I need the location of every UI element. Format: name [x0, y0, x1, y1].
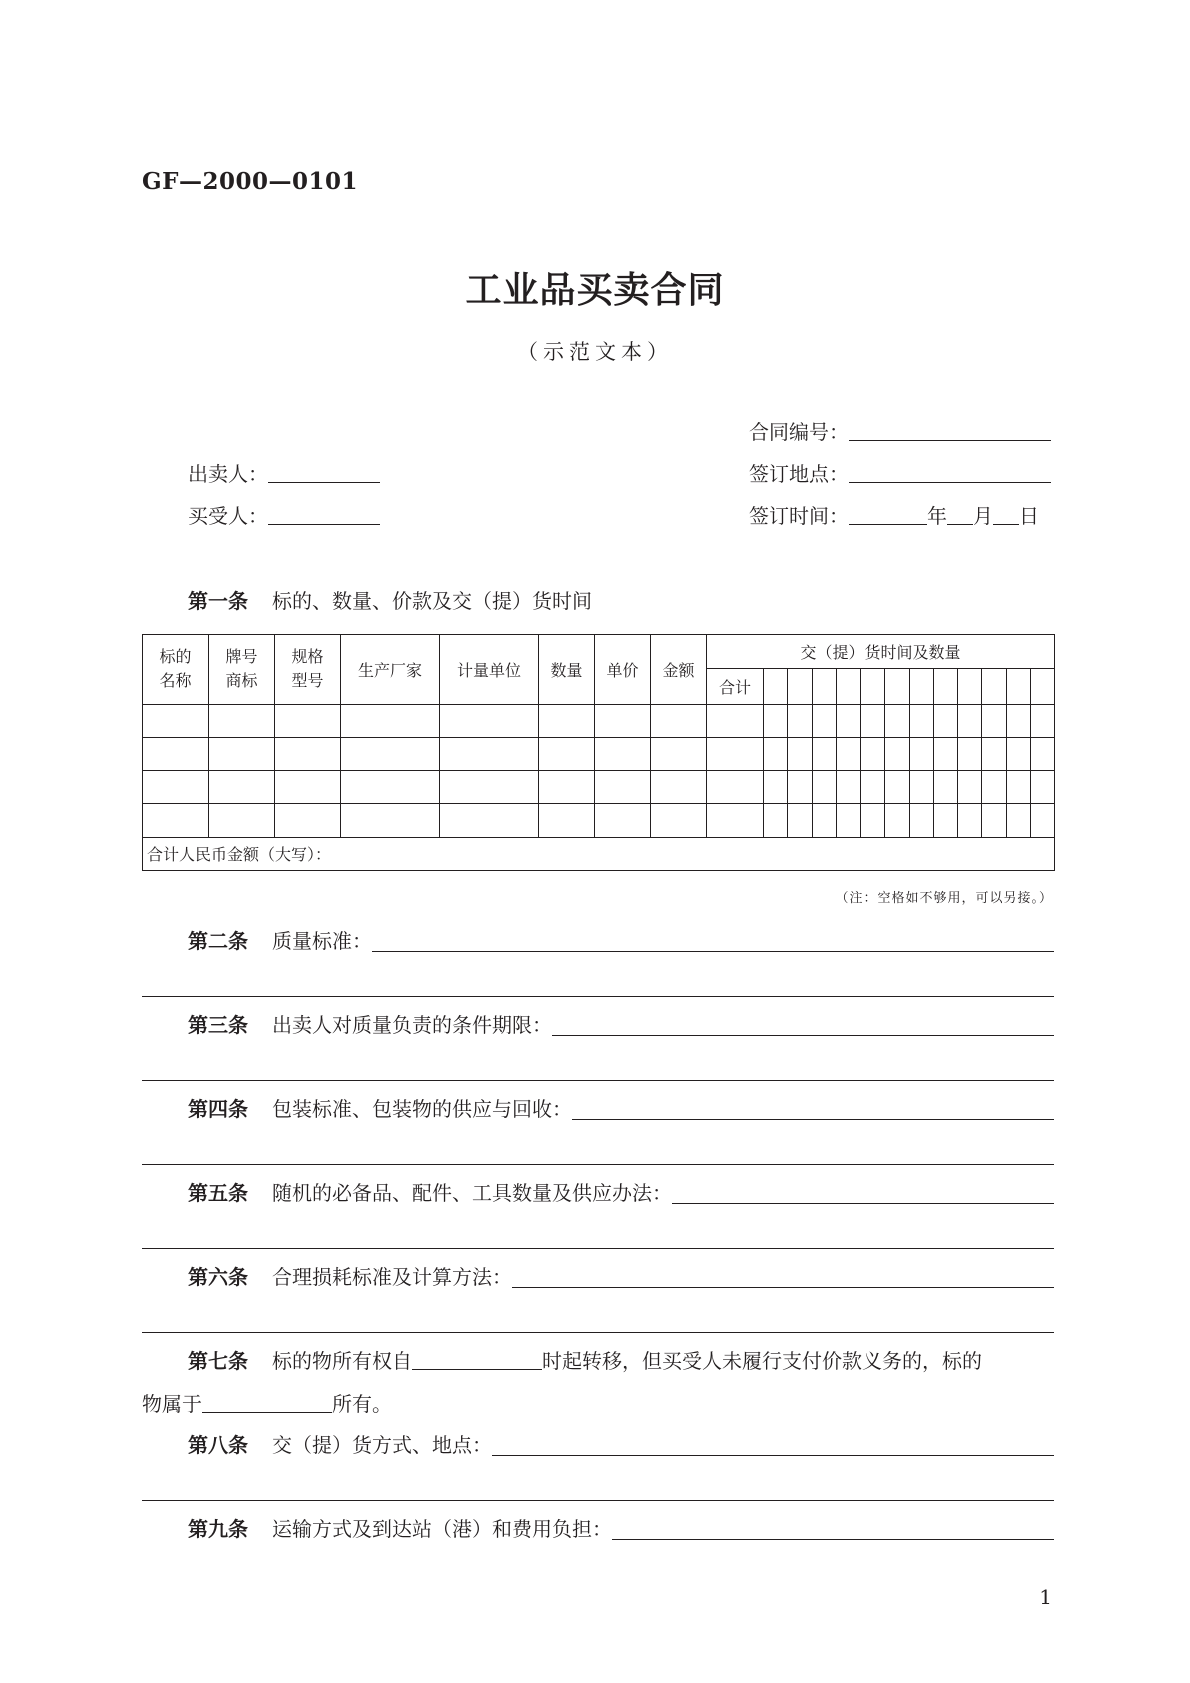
table-note: （注：空格如不够用，可以另接。） — [835, 891, 1053, 906]
table-cell[interactable] — [651, 804, 707, 837]
article-4 — [142, 1094, 1054, 1124]
table-cell[interactable] — [933, 804, 957, 837]
table-cell[interactable] — [595, 804, 651, 837]
table-cell[interactable] — [958, 704, 982, 737]
table-cell[interactable] — [982, 669, 1006, 704]
table-cell[interactable] — [1030, 737, 1054, 770]
table-cell[interactable] — [209, 737, 275, 770]
table-cell[interactable] — [707, 737, 764, 770]
article-9-blank[interactable] — [612, 1517, 1054, 1540]
table-cell[interactable] — [143, 737, 209, 770]
day-blank[interactable] — [993, 504, 1019, 525]
table-cell[interactable] — [982, 704, 1006, 737]
table-cell[interactable] — [958, 669, 982, 704]
table-cell[interactable] — [143, 771, 209, 804]
table-cell[interactable] — [1006, 804, 1030, 837]
col-header-brand: 牌号 商标 — [209, 635, 275, 705]
table-cell[interactable] — [788, 737, 812, 770]
table-cell[interactable] — [885, 771, 909, 804]
article-1-text: 标的、数量、价款及交（提）货时间 — [272, 589, 592, 613]
table-cell[interactable] — [836, 771, 860, 804]
table-cell[interactable] — [539, 737, 595, 770]
sign-time-label: 签订时间： — [749, 504, 849, 528]
table-cell[interactable] — [788, 669, 812, 704]
article-8-blank-line[interactable] — [142, 1500, 1054, 1501]
col-header-spec: 规格 型号 — [275, 635, 341, 705]
table-cell[interactable] — [707, 771, 764, 804]
table-cell[interactable] — [885, 669, 909, 704]
article-8 — [142, 1430, 1054, 1460]
table-row — [143, 704, 1055, 737]
col-header-quantity: 数量 — [539, 635, 595, 705]
article-5-blank-line[interactable] — [142, 1248, 1054, 1249]
table-cell[interactable] — [909, 804, 933, 837]
table-cell[interactable] — [539, 804, 595, 837]
table-cell[interactable] — [933, 704, 957, 737]
article-6 — [142, 1262, 1054, 1292]
table-cell[interactable] — [539, 771, 595, 804]
table-cell[interactable] — [275, 704, 341, 737]
table-cell[interactable] — [982, 804, 1006, 837]
article-3-number: 第三条 — [188, 1013, 248, 1037]
table-cell[interactable] — [1030, 704, 1054, 737]
table-cell[interactable] — [788, 704, 812, 737]
article-7-text-4: 所有。 — [332, 1392, 392, 1416]
table-cell[interactable] — [861, 771, 885, 804]
table-cell[interactable] — [341, 704, 440, 737]
col-header-unit: 计量单位 — [440, 635, 539, 705]
table-row — [143, 737, 1055, 770]
buyer-label: 买受人： — [188, 504, 268, 528]
article-3-text: 出卖人对质量负责的条件期限： — [272, 1013, 552, 1037]
sign-place-field — [749, 460, 1051, 488]
article-5 — [142, 1178, 1054, 1208]
table-cell[interactable] — [440, 804, 539, 837]
sign-place-label: 签订地点： — [749, 462, 849, 486]
article-6-text: 合理损耗标准及计算方法： — [272, 1265, 512, 1289]
table-cell[interactable] — [933, 737, 957, 770]
table-cell[interactable] — [1030, 771, 1054, 804]
article-8-text: 交（提）货方式、地点： — [272, 1433, 492, 1457]
table-cell[interactable] — [933, 771, 957, 804]
table-cell[interactable] — [885, 737, 909, 770]
table-cell[interactable] — [861, 737, 885, 770]
day-label: 日 — [1019, 504, 1039, 528]
table-cell[interactable] — [1006, 771, 1030, 804]
article-7-continued — [142, 1389, 1054, 1419]
table-cell[interactable] — [651, 704, 707, 737]
table-cell[interactable] — [341, 737, 440, 770]
table-cell[interactable] — [909, 771, 933, 804]
article-7-text-2: 时起转移，但买受人未履行支付价款义务的，标的 — [542, 1349, 982, 1373]
col-header-maker: 生产厂家 — [341, 635, 440, 705]
table-cell[interactable] — [764, 804, 788, 837]
table-cell[interactable] — [764, 737, 788, 770]
table-cell[interactable] — [1006, 704, 1030, 737]
article-5-text: 随机的必备品、配件、工具数量及供应办法： — [272, 1181, 672, 1205]
col-header-amount: 金额 — [651, 635, 707, 705]
table-cell[interactable] — [982, 737, 1006, 770]
article-5-blank[interactable] — [672, 1181, 1054, 1204]
article-4-text: 包装标准、包装物的供应与回收： — [272, 1097, 572, 1121]
table-cell[interactable] — [440, 737, 539, 770]
table-cell[interactable] — [764, 704, 788, 737]
table-cell[interactable] — [595, 704, 651, 737]
article-8-number: 第八条 — [188, 1433, 248, 1457]
article-7-text-3: 物属于 — [142, 1392, 202, 1416]
col-header-delivery: 交（提）货时间及数量 — [707, 635, 1055, 669]
table-cell[interactable] — [958, 737, 982, 770]
article-6-number: 第六条 — [188, 1265, 248, 1289]
table-cell[interactable] — [861, 704, 885, 737]
table-cell[interactable] — [143, 704, 209, 737]
table-cell[interactable] — [143, 804, 209, 837]
table-cell[interactable] — [341, 804, 440, 837]
table-cell[interactable] — [1030, 804, 1054, 837]
table-cell[interactable] — [764, 771, 788, 804]
article-4-blank-line[interactable] — [142, 1164, 1054, 1165]
table-cell[interactable] — [812, 771, 836, 804]
table-cell[interactable] — [836, 804, 860, 837]
goods-table — [142, 634, 1055, 871]
table-cell[interactable] — [958, 804, 982, 837]
article-2-blank-line[interactable] — [142, 996, 1054, 997]
table-cell[interactable] — [788, 804, 812, 837]
table-cell[interactable] — [707, 804, 764, 837]
article-3-blank[interactable] — [552, 1013, 1054, 1036]
buyer-blank[interactable] — [268, 504, 380, 525]
table-cell[interactable] — [836, 737, 860, 770]
buyer-field — [188, 502, 380, 530]
table-cell[interactable] — [933, 669, 957, 704]
month-blank[interactable] — [947, 504, 973, 525]
month-label: 月 — [973, 504, 993, 528]
article-4-number: 第四条 — [188, 1097, 248, 1121]
table-cell[interactable] — [1006, 669, 1030, 704]
table-cell[interactable] — [836, 669, 860, 704]
table-cell[interactable] — [836, 704, 860, 737]
seller-blank[interactable] — [268, 462, 380, 483]
table-cell[interactable] — [209, 704, 275, 737]
table-cell[interactable] — [909, 704, 933, 737]
table-cell[interactable] — [909, 737, 933, 770]
table-cell[interactable] — [209, 771, 275, 804]
article-2-blank[interactable] — [372, 929, 1054, 952]
article-5-number: 第五条 — [188, 1181, 248, 1205]
seller-label: 出卖人： — [188, 462, 268, 486]
document-code: GF—2000—0101 — [142, 168, 358, 195]
contract-number-blank[interactable] — [849, 420, 1051, 441]
total-rmb-row[interactable] — [143, 837, 1055, 870]
table-cell[interactable] — [861, 804, 885, 837]
table-cell[interactable] — [982, 771, 1006, 804]
contract-number-field — [749, 418, 1051, 446]
article-1 — [142, 586, 1054, 616]
article-7 — [142, 1346, 1054, 1376]
table-cell[interactable] — [209, 804, 275, 837]
document-subtitle: （示范文本） — [517, 340, 673, 364]
table-cell[interactable] — [812, 704, 836, 737]
table-cell[interactable] — [707, 704, 764, 737]
article-7-text-1: 标的物所有权自 — [272, 1349, 412, 1373]
table-cell[interactable] — [275, 737, 341, 770]
article-8-blank[interactable] — [492, 1433, 1054, 1456]
table-cell[interactable] — [341, 771, 440, 804]
table-cell[interactable] — [764, 669, 788, 704]
table-cell[interactable] — [1006, 737, 1030, 770]
table-cell[interactable] — [909, 669, 933, 704]
article-2 — [142, 926, 1054, 956]
article-6-blank[interactable] — [512, 1265, 1054, 1288]
table-cell[interactable] — [440, 704, 539, 737]
page-number: 1 — [1039, 1585, 1052, 1609]
article-2-text: 质量标准： — [272, 929, 372, 953]
table-cell[interactable] — [595, 737, 651, 770]
col-header-total: 合计 — [707, 669, 764, 704]
total-rmb-label: 合计人民币金额（大写）： — [147, 845, 332, 865]
year-blank[interactable] — [849, 504, 927, 525]
table-cell[interactable] — [1030, 669, 1054, 704]
contract-number-label: 合同编号： — [749, 420, 849, 444]
article-4-blank[interactable] — [572, 1097, 1054, 1120]
col-header-name: 标的 名称 — [143, 635, 209, 705]
document-title: 工业品买卖合同 — [465, 269, 725, 311]
ownership-party-blank[interactable] — [202, 1392, 332, 1413]
table-row — [143, 804, 1055, 837]
table-cell[interactable] — [275, 804, 341, 837]
table-cell[interactable] — [651, 771, 707, 804]
article-9-number: 第九条 — [188, 1517, 248, 1541]
table-cell[interactable] — [861, 669, 885, 704]
sign-place-blank[interactable] — [849, 462, 1051, 483]
table-cell[interactable] — [440, 771, 539, 804]
table-cell[interactable] — [788, 771, 812, 804]
article-3 — [142, 1010, 1054, 1040]
article-3-blank-line[interactable] — [142, 1080, 1054, 1081]
table-row — [143, 771, 1055, 804]
sign-time-field — [749, 502, 1039, 530]
table-cell[interactable] — [812, 669, 836, 704]
year-label: 年 — [927, 504, 947, 528]
ownership-transfer-blank[interactable] — [412, 1349, 542, 1370]
article-9 — [142, 1514, 1054, 1544]
article-1-number: 第一条 — [188, 589, 248, 613]
table-cell[interactable] — [275, 771, 341, 804]
table-cell[interactable] — [958, 771, 982, 804]
article-2-number: 第二条 — [188, 929, 248, 953]
table-cell[interactable] — [539, 704, 595, 737]
table-cell[interactable] — [812, 737, 836, 770]
article-6-blank-line[interactable] — [142, 1332, 1054, 1333]
article-7-number: 第七条 — [188, 1349, 248, 1373]
table-cell[interactable] — [651, 737, 707, 770]
seller-field — [188, 460, 380, 488]
article-9-text: 运输方式及到达站（港）和费用负担： — [272, 1517, 612, 1541]
table-cell[interactable] — [812, 804, 836, 837]
table-cell[interactable] — [885, 804, 909, 837]
table-cell[interactable] — [885, 704, 909, 737]
col-header-price: 单价 — [595, 635, 651, 705]
table-cell[interactable] — [595, 771, 651, 804]
